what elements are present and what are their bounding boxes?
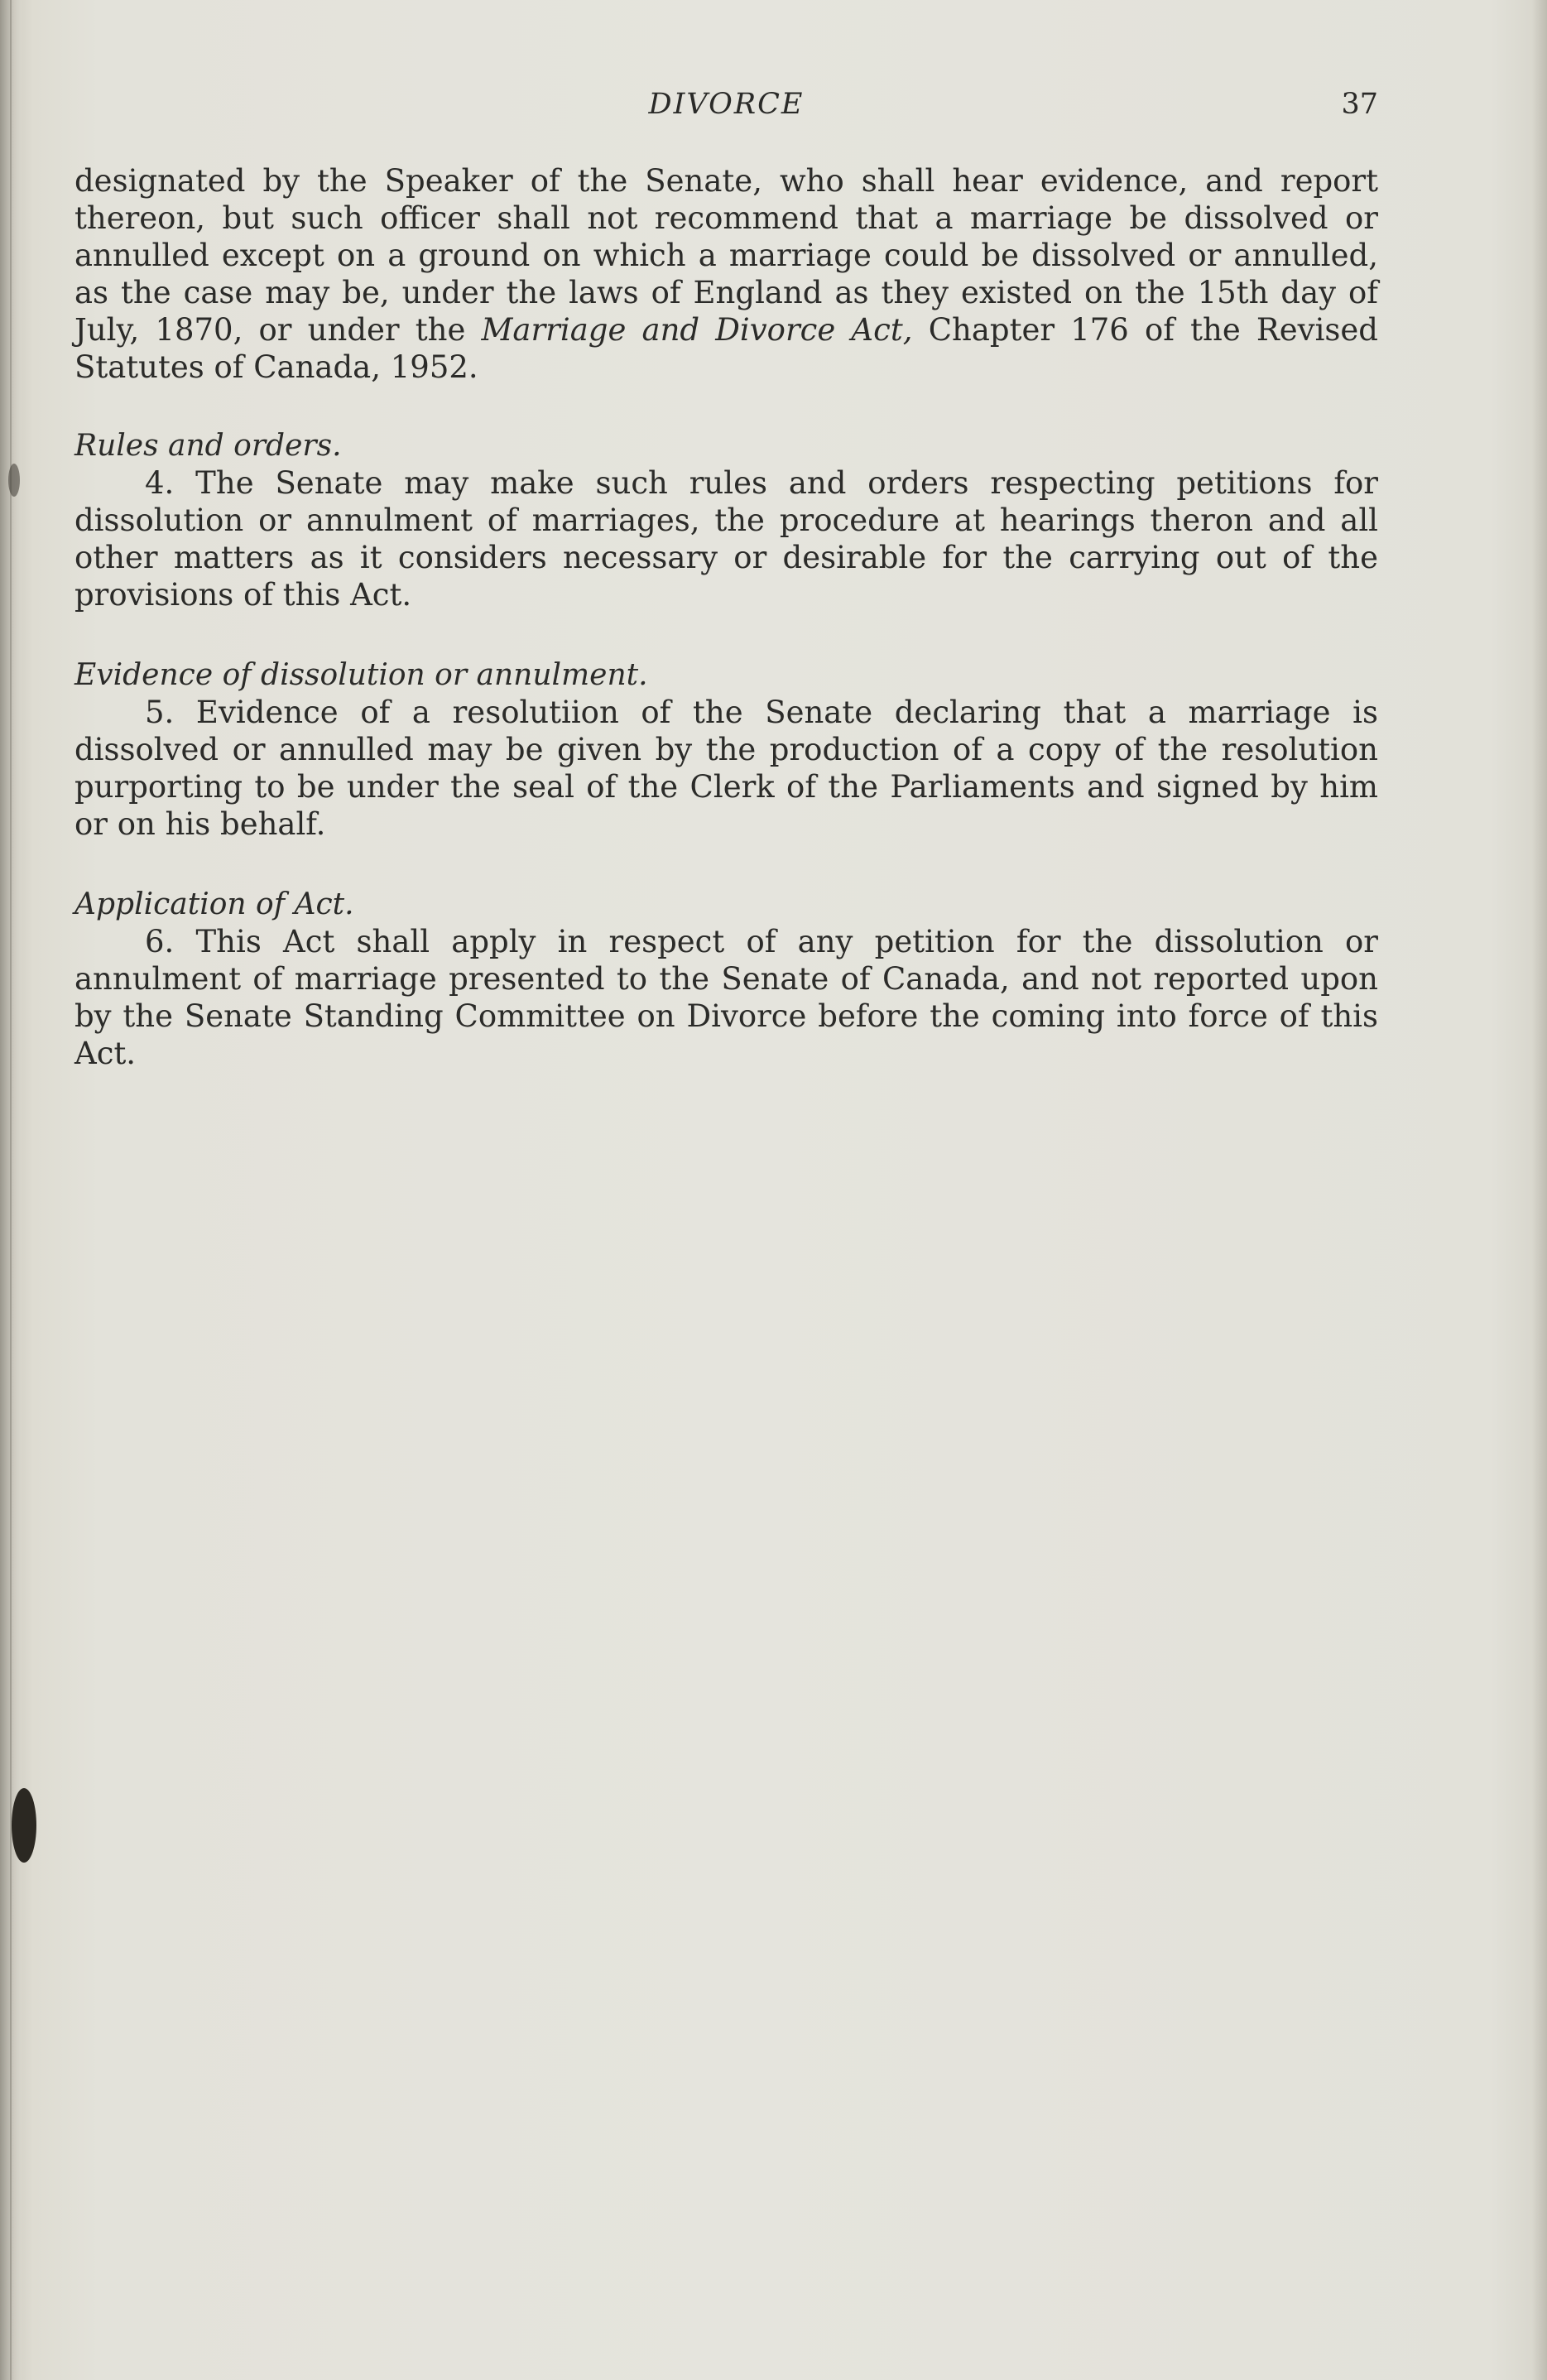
page-body — [74, 162, 1378, 1115]
binding-crease — [10, 0, 12, 2380]
section-heading-rules: Rules and orders. — [74, 429, 342, 463]
section-4-text: 4. The Senate may make such rules and orders respecting petitions for dissolution or annulment of marriages, the procedure at hearings theron and all other matters as it considers necessary or desirable for the carrying out of the provisions of this Act. — [74, 465, 1378, 613]
section-heading-application: Application of Act. — [74, 887, 354, 921]
section-6-text: 6. This Act shall apply in respect of any petition for the dissolution or annulment of marriage presented to the Senate of Canada, and not reported upon by the Senate Standing Committee on Divorce before the coming into force of this Act. — [74, 924, 1378, 1071]
act-title: Marriage and Divorce Act, — [481, 312, 913, 348]
page-binding-edge — [0, 0, 22, 2380]
continuation-paragraph — [74, 162, 1378, 386]
binding-clip — [12, 1788, 36, 1863]
continuation-text-part2: Chapter 176 of the Revised Statutes of Canada, 1952. — [74, 312, 1378, 385]
section-heading-evidence: Evidence of dissolution or annulment. — [74, 658, 648, 692]
section-5-text: 5. Evidence of a resolutiion of the Senate declaring that a marriage is dissolved or annulled may be given by the production of a copy of the resolution purporting to be under the seal of the Clerk of the Parliaments and signed by him or on his behalf. — [74, 695, 1378, 842]
binding-hole — [8, 464, 20, 497]
page-header — [74, 88, 1378, 137]
running-title: DIVORCE — [648, 88, 805, 121]
page-right-edge — [1532, 0, 1547, 2380]
page-number: 37 — [1341, 88, 1378, 121]
continuation-text-part1: designated by the Speaker of the Senate, who shall hear evidence, and report thereon, but such officer shall not recommend that a marriage be dissolved or annulled except on a ground on which a marriage could be dissolved or annulled, as the case may be, under the laws of England as they existed on the 15th day of July, 1870, or under the — [74, 163, 1378, 348]
